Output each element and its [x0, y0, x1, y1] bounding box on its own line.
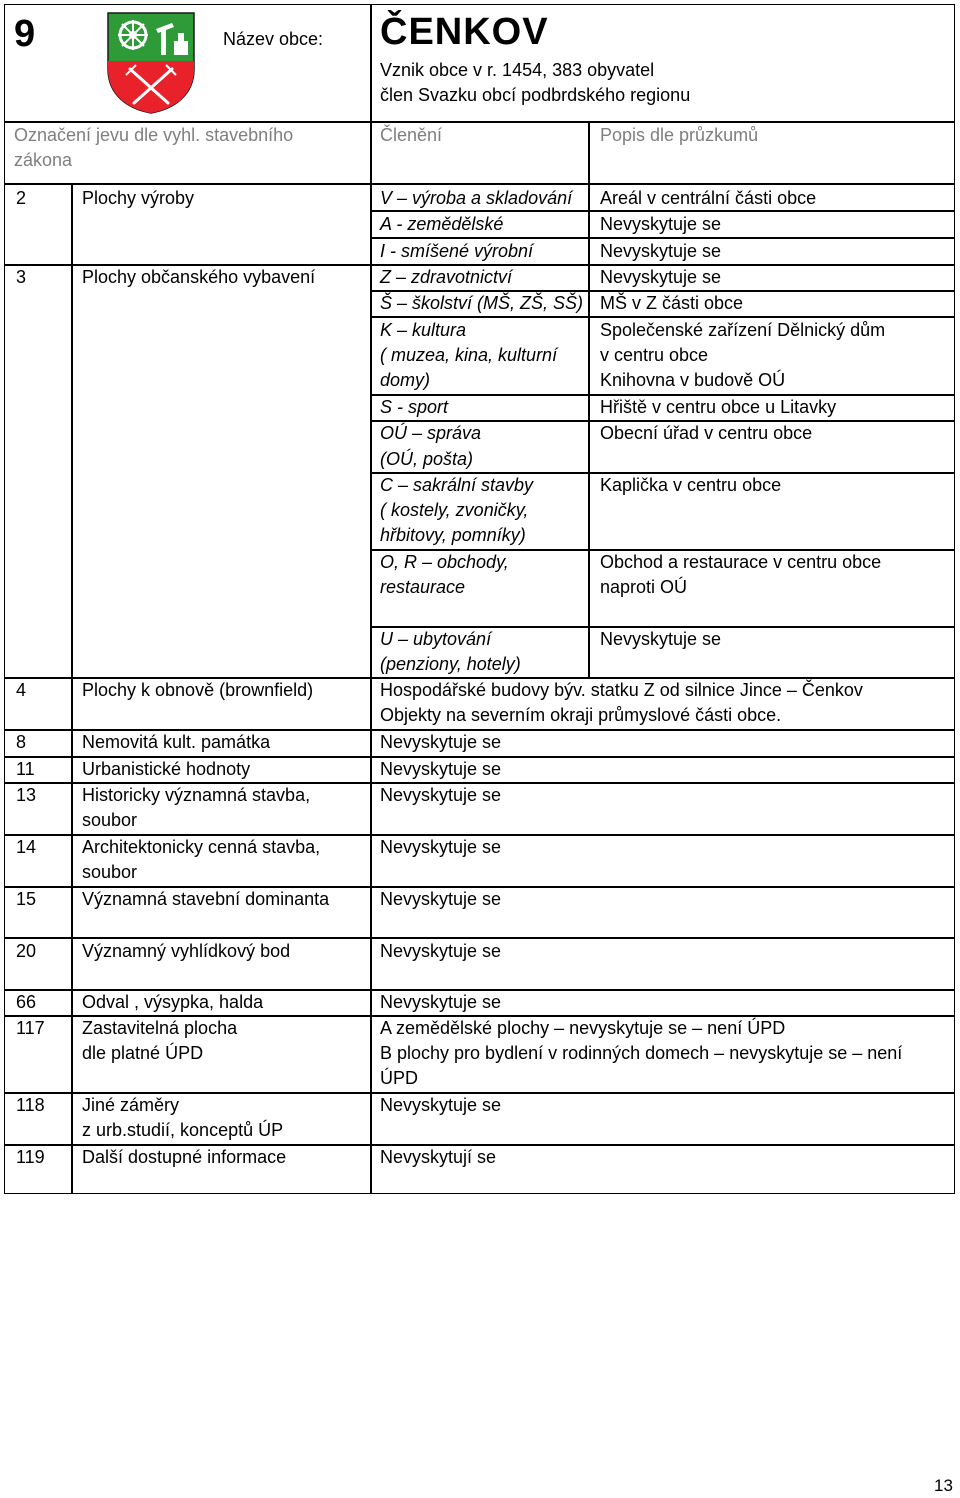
row-number: 15 — [16, 889, 37, 909]
division-item: hřbitovy, pomníky) — [380, 525, 526, 545]
division-item: (penziony, hotely) — [380, 654, 521, 674]
row-label: dle platné ÚPD — [82, 1043, 204, 1063]
divider — [370, 4, 372, 1194]
row-number: 118 — [16, 1095, 45, 1115]
division-item: C – sakrální stavby — [380, 475, 534, 495]
description-text: Nevyskytuje se — [380, 1095, 502, 1115]
row-number: 2 — [16, 188, 27, 208]
division-item: Š – školství (MŠ, ZŠ, SŠ) — [380, 293, 584, 313]
row-label: Historicky významná stavba, — [82, 785, 311, 805]
row-label: Významný vyhlídkový bod — [82, 941, 291, 961]
row-label: soubor — [82, 862, 138, 882]
column-header-phenomenon: zákona — [14, 150, 73, 170]
division-item: U – ubytování — [380, 629, 492, 649]
division-item: domy) — [380, 370, 431, 390]
description-text: Nevyskytuje se — [380, 785, 502, 805]
description-text: Nevyskytuje se — [380, 889, 502, 909]
description-text: Obchod a restaurace v centru obce — [600, 552, 882, 572]
description-text: Nevyskytuje se — [380, 992, 502, 1012]
division-item: ( kostely, zvoničky, — [380, 500, 529, 520]
description-text: Hospodářské budovy býv. statku Z od silnice Jince – Čenkov — [380, 680, 863, 700]
column-header-description: Popis dle průzkumů — [600, 125, 759, 145]
row-number: 8 — [16, 732, 27, 752]
division-item: K – kultura — [380, 320, 467, 340]
description-text: Nevyskytuje se — [600, 214, 722, 234]
division-item: V – výroba a skladování — [380, 188, 573, 208]
division-item: OÚ – správa — [380, 423, 482, 443]
division-item: restaurace — [380, 577, 466, 597]
row-label: Plochy k obnově (brownfield) — [82, 680, 314, 700]
village-info-line: Vznik obce v r. 1454, 383 obyvatel — [380, 60, 655, 80]
description-text: Nevyskytuje se — [600, 241, 722, 261]
coat-of-arms-icon — [106, 11, 196, 115]
division-item: (OÚ, pošta) — [380, 449, 474, 469]
description-text: Nevyskytuje se — [600, 267, 722, 287]
description-text: Společenské zařízení Dělnický dům — [600, 320, 886, 340]
row-label: Plochy občanského vybavení — [82, 267, 316, 287]
division-item: A - zemědělské — [380, 214, 504, 234]
row-label: Nemovitá kult. památka — [82, 732, 271, 752]
village-name: ČENKOV — [380, 11, 549, 53]
row-label: Plochy výroby — [82, 188, 195, 208]
row-number: 117 — [16, 1018, 45, 1038]
row-number: 66 — [16, 992, 37, 1012]
description-text: Objekty na severním okraji průmyslové části obce. — [380, 705, 782, 725]
village-info-line: člen Svazku obcí podbrdského regionu — [380, 85, 691, 105]
row-label: Architektonicky cenná stavba, — [82, 837, 321, 857]
row-label: Odval , výsypka, halda — [82, 992, 264, 1012]
description-text: Knihovna v budově OÚ — [600, 370, 786, 390]
description-text: Hřiště v centru obce u Litavky — [600, 397, 837, 417]
row-number: 3 — [16, 267, 27, 287]
division-item: I - smíšené výrobní — [380, 241, 534, 261]
description-text: Areál v centrální části obce — [600, 188, 817, 208]
description-text: naproti OÚ — [600, 577, 688, 597]
row-number: 4 — [16, 680, 27, 700]
description-text: B plochy pro bydlení v rodinných domech – nevyskytuje se – není — [380, 1043, 903, 1063]
description-text: v centru obce — [600, 345, 709, 365]
row-number: 119 — [16, 1147, 45, 1167]
division-item: S - sport — [380, 397, 449, 417]
record-number: 9 — [14, 13, 36, 55]
row-label: Urbanistické hodnoty — [82, 759, 251, 779]
row-label: Významná stavební dominanta — [82, 889, 330, 909]
divider — [588, 121, 590, 677]
column-header-division: Členění — [380, 125, 443, 145]
page-number: 13 — [934, 1476, 953, 1495]
row-number: 13 — [16, 785, 37, 805]
row-label: Jiné záměry — [82, 1095, 180, 1115]
divider — [4, 183, 955, 185]
row-label: z urb.studií, konceptů ÚP — [82, 1120, 284, 1140]
description-text: Nevyskytuje se — [380, 759, 502, 779]
row-number: 11 — [16, 759, 35, 779]
row-number: 14 — [16, 837, 37, 857]
row-number: 20 — [16, 941, 37, 961]
description-text: ÚPD — [380, 1068, 419, 1088]
division-item: ( muzea, kina, kulturní — [380, 345, 558, 365]
divider — [71, 183, 73, 1194]
village-name-label: Název obce: — [223, 29, 324, 49]
row-label: soubor — [82, 810, 138, 830]
description-text: Nevyskytuje se — [380, 732, 502, 752]
description-text: Nevyskytuje se — [600, 629, 722, 649]
division-item: O, R – obchody, — [380, 552, 509, 572]
division-item: Z – zdravotnictví — [380, 267, 513, 287]
row-label: Další dostupné informace — [82, 1147, 287, 1167]
column-header-phenomenon: Označení jevu dle vyhl. stavebního — [14, 125, 294, 145]
description-text: Kaplička v centru obce — [600, 475, 782, 495]
description-text: Nevyskytuje se — [380, 941, 502, 961]
description-text: A zemědělské plochy – nevyskytuje se – není ÚPD — [380, 1018, 786, 1038]
description-text: Nevyskytuje se — [380, 837, 502, 857]
description-text: Nevyskytují se — [380, 1147, 497, 1167]
description-text: MŠ v Z části obce — [600, 293, 744, 313]
row-label: Zastavitelná plocha — [82, 1018, 238, 1038]
description-text: Obecní úřad v centru obce — [600, 423, 813, 443]
